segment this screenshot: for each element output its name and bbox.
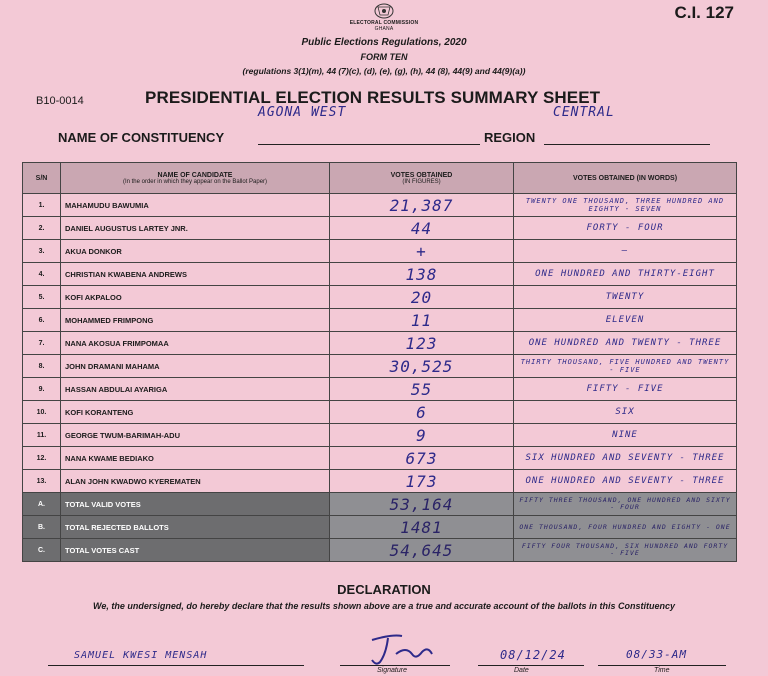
table-row: [23, 401, 737, 424]
total-words: ONE THOUSAND, FOUR HUNDRED AND EIGHTY - ONE: [514, 516, 737, 539]
votes-figures: 673: [330, 447, 514, 470]
votes-figures: 21,387: [330, 194, 514, 217]
form-number: B10-0014: [36, 95, 84, 107]
votes-words: ONE HUNDRED AND TWENTY - THREE: [514, 332, 737, 355]
votes-figures: 138: [330, 263, 514, 286]
declaration-title: DECLARATION: [337, 582, 431, 597]
region-value: CENTRAL: [553, 105, 615, 120]
candidate-name: NANA KWAME BEDIAKO: [61, 447, 330, 470]
table-row: [23, 470, 737, 493]
header-sn: S/N: [23, 163, 61, 194]
candidate-name: GEORGE TWUM-BARIMAH-ADU: [61, 424, 330, 447]
date-line: [478, 665, 584, 666]
votes-figures: 20: [330, 286, 514, 309]
signature-label: Signature: [377, 667, 407, 674]
table-row: [23, 240, 737, 263]
header-words: VOTES OBTAINED (IN WORDS): [514, 163, 737, 194]
time-value: 08/33-AM: [626, 648, 687, 661]
date-label: Date: [514, 667, 529, 674]
votes-figures: 44: [330, 217, 514, 240]
header-figures-label: VOTES OBTAINED: [390, 171, 453, 179]
table-row: [23, 194, 737, 217]
time-line: [598, 665, 726, 666]
constituency-value: AGONA WEST: [258, 105, 347, 120]
candidate-name: KOFI KORANTENG: [61, 401, 330, 424]
votes-words: —: [514, 240, 737, 263]
votes-words: FORTY - FOUR: [514, 217, 737, 240]
row-sn: 4.: [23, 263, 61, 286]
row-sn: 8.: [23, 355, 61, 378]
signature-icon: [362, 630, 442, 670]
table-row: [23, 355, 737, 378]
row-sn: 9.: [23, 378, 61, 401]
candidate-name: DANIEL AUGUSTUS LARTEY JNR.: [61, 217, 330, 240]
total-label: TOTAL VALID VOTES: [61, 493, 330, 516]
total-row: [23, 493, 737, 516]
votes-words: TWENTY: [514, 286, 737, 309]
row-sn: 2.: [23, 217, 61, 240]
votes-figures: 55: [330, 378, 514, 401]
name-line: [48, 665, 304, 666]
candidate-name: JOHN DRAMANI MAHAMA: [61, 355, 330, 378]
votes-words: SIX HUNDRED AND SEVENTY - THREE: [514, 447, 737, 470]
date-value: 08/12/24: [500, 648, 566, 662]
candidate-name: MAHAMUDU BAWUMIA: [61, 194, 330, 217]
row-sn: 10.: [23, 401, 61, 424]
total-figures: 1481: [330, 516, 514, 539]
header-figures: [330, 163, 514, 194]
signatory-name: SAMUEL KWESI MENSAH: [74, 650, 208, 661]
candidate-name: HASSAN ABDULAI AYARIGA: [61, 378, 330, 401]
regulations-ref: (regulations 3(1)(m), 44 (7)(c), (d), (e), (g), (h), 44 (8), 44(9) and 44(9)(a)): [242, 66, 526, 76]
time-label: Time: [654, 667, 670, 674]
total-words: FIFTY THREE THOUSAND, ONE HUNDRED AND SIXTY - FOUR: [514, 493, 737, 516]
votes-words: FIFTY - FIVE: [514, 378, 737, 401]
constituency-line: [258, 144, 480, 145]
row-sn: 12.: [23, 447, 61, 470]
votes-words: NINE: [514, 424, 737, 447]
header-candidate-label: NAME OF CANDIDATE: [157, 171, 233, 179]
table-row: [23, 309, 737, 332]
coat-of-arms-icon: [368, 2, 400, 20]
sheet-title: PRESIDENTIAL ELECTION RESULTS SUMMARY SHEET: [145, 88, 601, 107]
header-candidate: [61, 163, 330, 194]
row-sn: 3.: [23, 240, 61, 263]
region-line: [544, 144, 710, 145]
table-row: [23, 332, 737, 355]
votes-words: TWENTY ONE THOUSAND, THREE HUNDRED AND EIGHTY - SEVEN: [514, 194, 737, 217]
votes-figures: 9: [330, 424, 514, 447]
regulations-title: Public Elections Regulations, 2020: [301, 37, 467, 48]
header-candidate-sub: (In the order in which they appear on the Ballot Paper): [122, 178, 268, 185]
total-sn: B.: [23, 516, 61, 539]
votes-figures: 6: [330, 401, 514, 424]
candidate-name: ALAN JOHN KWADWO KYEREMATEN: [61, 470, 330, 493]
row-sn: 11.: [23, 424, 61, 447]
votes-figures: 11: [330, 309, 514, 332]
signature-line: [340, 665, 450, 666]
table-row: [23, 447, 737, 470]
row-sn: 6.: [23, 309, 61, 332]
total-sn: A.: [23, 493, 61, 516]
table-row: [23, 286, 737, 309]
declaration-text: We, the undersigned, do hereby declare that the results shown above are a true and accurate account of the ballots in this Constituency: [93, 601, 675, 611]
total-figures: 54,645: [330, 539, 514, 562]
votes-figures: +: [330, 240, 514, 263]
votes-figures: 173: [330, 470, 514, 493]
candidate-name: KOFI AKPALOO: [61, 286, 330, 309]
votes-figures: 123: [330, 332, 514, 355]
form-name: FORM TEN: [360, 52, 408, 62]
row-sn: 1.: [23, 194, 61, 217]
commission-name: ELECTORAL COMMISSION: [349, 20, 419, 26]
country-name: GHANA: [374, 26, 394, 32]
votes-words: SIX: [514, 401, 737, 424]
total-label: TOTAL REJECTED BALLOTS: [61, 516, 330, 539]
total-figures: 53,164: [330, 493, 514, 516]
total-words: FIFTY FOUR THOUSAND, SIX HUNDRED AND FORTY - FIVE: [514, 539, 737, 562]
votes-words: ELEVEN: [514, 309, 737, 332]
candidate-name: CHRISTIAN KWABENA ANDREWS: [61, 263, 330, 286]
row-sn: 7.: [23, 332, 61, 355]
region-label: REGION: [484, 130, 536, 145]
table-row: [23, 217, 737, 240]
constituency-label: NAME OF CONSTITUENCY: [58, 130, 225, 145]
form-code: C.I. 127: [674, 3, 734, 22]
votes-words: ONE HUNDRED AND THIRTY-EIGHT: [514, 263, 737, 286]
total-row: [23, 516, 737, 539]
votes-words: THIRTY THOUSAND, FIVE HUNDRED AND TWENTY - FIVE: [514, 355, 737, 378]
candidate-name: NANA AKOSUA FRIMPOMAA: [61, 332, 330, 355]
total-label: TOTAL VOTES CAST: [61, 539, 330, 562]
candidate-name: MOHAMMED FRIMPONG: [61, 309, 330, 332]
total-sn: C.: [23, 539, 61, 562]
candidate-name: AKUA DONKOR: [61, 240, 330, 263]
votes-words: ONE HUNDRED AND SEVENTY - THREE: [514, 470, 737, 493]
row-sn: 13.: [23, 470, 61, 493]
header-figures-sub: (IN FIGURES): [402, 178, 441, 185]
votes-figures: 30,525: [330, 355, 514, 378]
table-header-row: [23, 163, 737, 194]
table-row: [23, 424, 737, 447]
table-row: [23, 378, 737, 401]
results-table: [22, 162, 737, 562]
row-sn: 5.: [23, 286, 61, 309]
total-row: [23, 539, 737, 562]
table-row: [23, 263, 737, 286]
